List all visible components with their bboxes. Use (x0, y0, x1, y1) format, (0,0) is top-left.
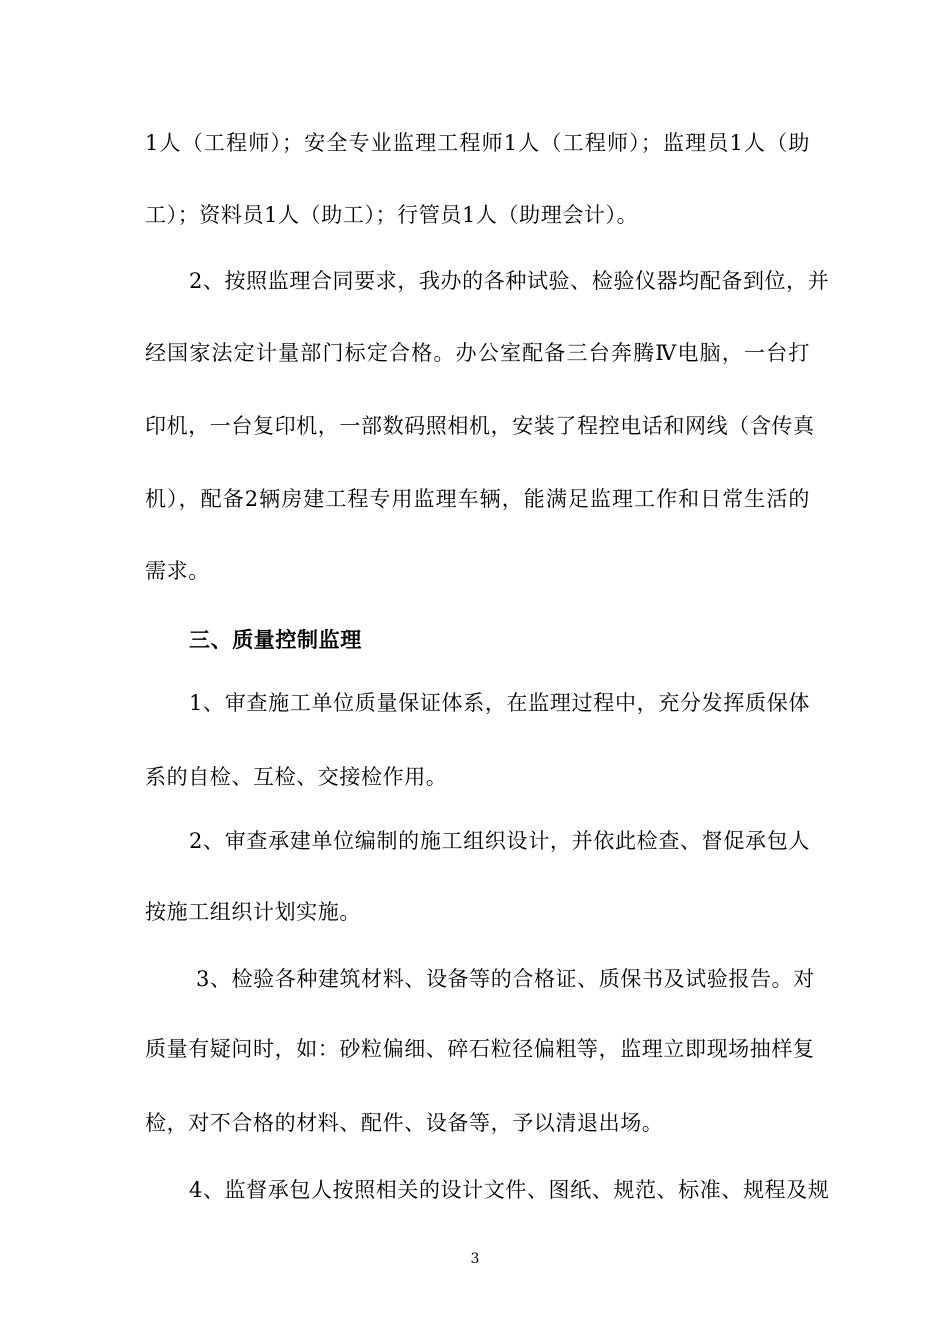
text-line-2: 工）；资料员1人（助工）；行管员1人（助理会计）。 (145, 203, 639, 227)
item-3-line-3: 检，对不合格的材料、配件、设备等，予以清退出场。 (145, 1111, 664, 1135)
paragraph-2-line-2: 经国家法定计量部门标定合格。办公室配备三台奔腾Ⅳ电脑，一台打 (145, 341, 810, 365)
paragraph-2-line-5: 需求。 (145, 559, 210, 583)
item-3-line-2: 质量有疑问时，如：砂粒偏细、碎石粒径偏粗等，监理立即现场抽样复 (145, 1037, 815, 1061)
item-1-line-1: 1、审查施工单位质量保证体系，在监理过程中，充分发挥质保体 (189, 691, 810, 715)
item-4-line-1: 4、监督承包人按照相关的设计文件、图纸、规范、标准、规程及规 (189, 1178, 830, 1202)
item-1-line-2: 系的自检、互检、交接检作用。 (145, 765, 448, 789)
section-heading: 三、质量控制监理 (189, 627, 362, 652)
page-number: 3 (470, 1251, 480, 1267)
paragraph-2-line-3: 印机，一台复印机，一部数码照相机，安装了程控电话和网线（含传真 (145, 414, 815, 438)
paragraph-2-line-4: 机），配备2辆房建工程专用监理车辆，能满足监理工作和日常生活的 (145, 487, 810, 511)
item-3-line-1: 3、检验各种建筑材料、设备等的合格证、质保书及试验报告。对 (196, 967, 815, 991)
paragraph-2-line-1: 2、按照监理合同要求，我办的各种试验、检验仪器均配备到位，并 (189, 269, 830, 293)
item-2-line-1: 2、审查承建单位编制的施工组织设计，并依此检查、督促承包人 (189, 829, 810, 853)
text-line-1: 1人（工程师）；安全专业监理工程师1人（工程师）；监理员1人（助 (145, 131, 810, 155)
item-2-line-2: 按施工组织计划实施。 (145, 900, 361, 924)
